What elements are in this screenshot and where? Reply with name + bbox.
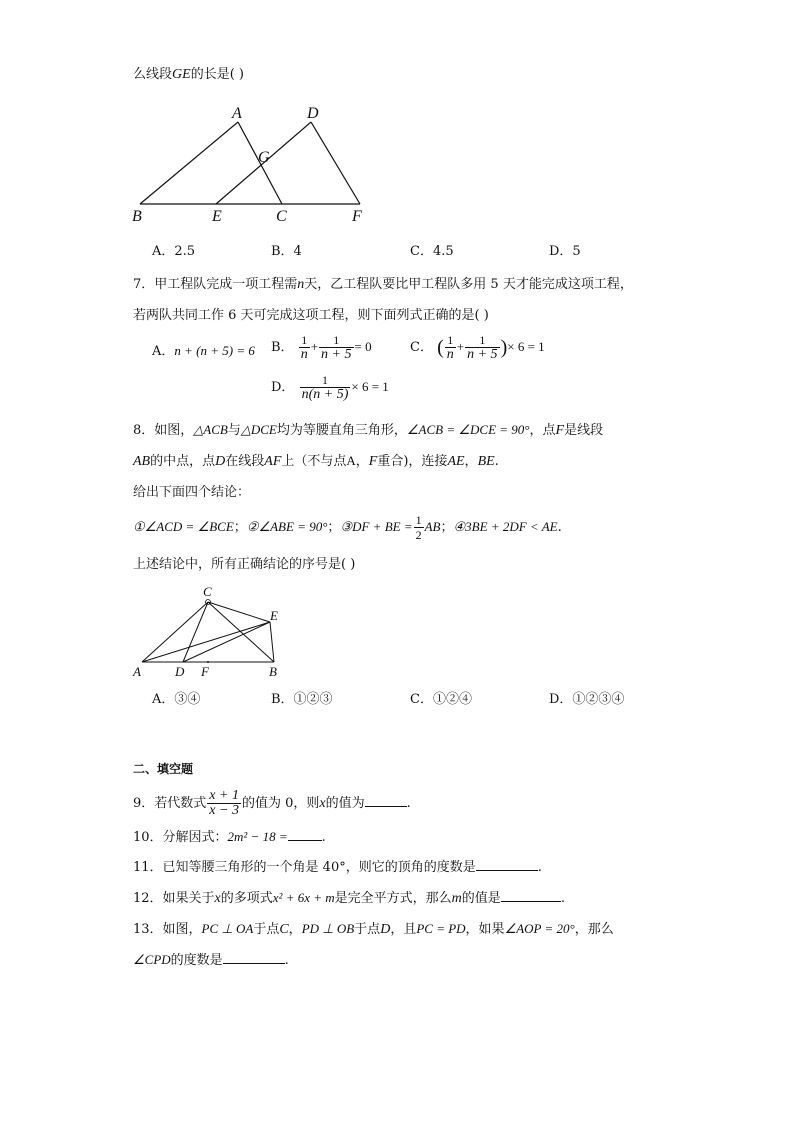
- label-G: G: [258, 149, 270, 166]
- q7-option-c[interactable]: C． ( $\frac{1}{n}$ + $\frac{1}{n + 5}$ )× 6 = 1: [410, 333, 545, 362]
- q12-stem: 12．如果关于x的多项式x² + 6x + m是完全平方式，那么m的值是 .: [133, 890, 565, 906]
- q6-figure: [128, 100, 378, 228]
- q7-stem-line1: 7．甲工程队完成一项工程需n天，乙工程队要比甲工程队多用 5 天才能完成这项工程，: [133, 277, 633, 292]
- q13-stem-line1: 13．如图，PC ⊥ OA于点C，PD ⊥ OB于点D，且PC = PD，如果∠AOP = 20°，那么: [133, 921, 614, 937]
- q8-option-a[interactable]: A．③④: [152, 692, 201, 707]
- q6-option-d[interactable]: D．5: [549, 244, 581, 259]
- q6-option-a[interactable]: A．2.5: [152, 244, 196, 259]
- q8-figure: [128, 582, 293, 682]
- label-C: C: [276, 208, 287, 225]
- q7-stem-line2: 若两队共同工作 6 天可完成这项工程，则下面列式正确的是( ): [133, 308, 489, 323]
- label-F: F: [352, 208, 362, 225]
- q12-answer-blank[interactable]: [501, 889, 561, 902]
- q8-option-c[interactable]: C．①②④: [410, 692, 472, 707]
- q6-option-b[interactable]: B．4: [271, 244, 302, 259]
- q13-stem-line2: ∠CPD的度数是 .: [133, 952, 289, 968]
- q8-option-b[interactable]: B．①②③: [271, 692, 333, 707]
- label-C: C: [203, 584, 212, 599]
- q8-option-d[interactable]: D．①②③④: [549, 692, 625, 707]
- q6-option-c[interactable]: C．4.5: [410, 244, 454, 259]
- q7-option-b[interactable]: B． $\frac{1}{n}$ + $\frac{1}{n + 5}$ = 0: [271, 333, 372, 362]
- q10-stem: 10．分解因式：2m² − 18 = .: [133, 829, 326, 845]
- q10-answer-blank[interactable]: [288, 828, 322, 841]
- q11-stem: 11．已知等腰三角形的一个角是 40°，则它的顶角的度数是 .: [133, 860, 542, 875]
- q7-option-a[interactable]: A．n + (n + 5) = 6: [152, 343, 255, 359]
- q8-stem-line2: AB的中点，点D在线段AF上（不与点A，F重合)，连接AE，BE.: [133, 453, 499, 469]
- label-B: B: [132, 208, 142, 225]
- q9-answer-blank[interactable]: [365, 794, 407, 807]
- label-D: D: [307, 105, 319, 122]
- label-A: A: [133, 664, 141, 679]
- label-E: E: [212, 208, 222, 225]
- label-B: B: [269, 664, 277, 679]
- q8-stem-line1: 8．如图，△ACB与△DCE均为等腰直角三角形，∠ACB = ∠DCE = 90°，点F是线段: [133, 422, 604, 438]
- q9-stem: 9．若代数式 $\frac{x + 1}{x - 3}$ 的值为 0，则x的值为 .: [133, 788, 411, 818]
- label-E: E: [270, 608, 278, 623]
- label-F: F: [201, 664, 209, 679]
- label-A: A: [232, 105, 242, 122]
- q8-stem-line5: 上述结论中，所有正确结论的序号是( ): [133, 557, 356, 572]
- q11-answer-blank[interactable]: [476, 858, 538, 871]
- label-D: D: [175, 664, 185, 679]
- section-heading-fill-in: 二、填空题: [133, 762, 194, 776]
- q13-answer-blank[interactable]: [223, 951, 285, 964]
- q8-stem-line3: 给出下面四个结论：: [133, 485, 251, 500]
- q8-conclusions: ①∠ACD = ∠BCE；②∠ABE = 90°；③DF + BE = $\frac{1}{2}$ AB；④3BE + 2DF < AE.: [133, 513, 562, 542]
- q7-option-d[interactable]: D． $\frac{1}{n(n + 5)}$ × 6 = 1: [271, 373, 389, 402]
- q6-stem: 么线段GE的长是( ): [133, 67, 244, 82]
